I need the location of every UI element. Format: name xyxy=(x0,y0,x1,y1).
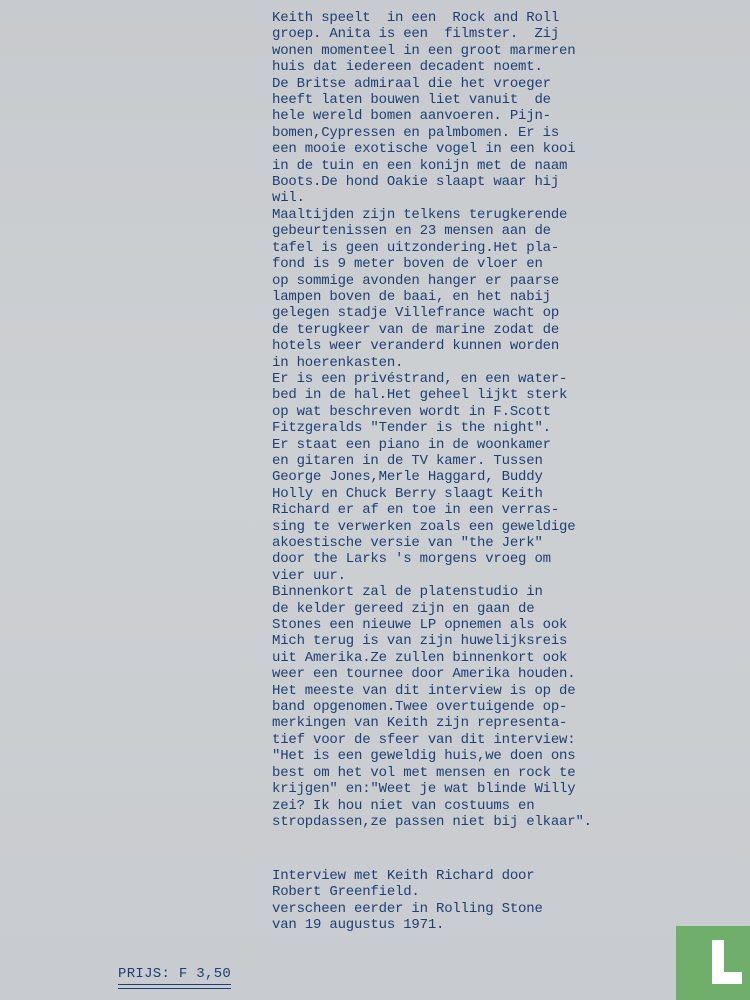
article-line: in de tuin en een konijn met de naam xyxy=(272,157,568,174)
article-line: fond is 9 meter boven de vloer en xyxy=(272,256,543,273)
article-line: tief voor de sfeer van dit interview: xyxy=(272,731,576,748)
article-line: op sommige avonden hanger er paarse xyxy=(272,272,560,289)
article-line: hotels weer veranderd kunnen worden xyxy=(272,338,560,355)
article-line: heeft laten bouwen liet vanuit de xyxy=(272,92,551,109)
article-line: in hoerenkasten. xyxy=(272,354,404,371)
credit-line: van 19 augustus 1971. xyxy=(272,917,445,934)
credit-line: Interview met Keith Richard door xyxy=(272,868,535,884)
article-line: best om het vol met mensen en rock te xyxy=(272,764,576,781)
article-line: akoestische versie van "the Jerk" xyxy=(272,535,543,551)
article-line: hele wereld bomen aanvoeren. Pijn- xyxy=(272,108,551,125)
interview-credit xyxy=(272,868,612,934)
article-line: stropdassen,ze passen niet bij elkaar". xyxy=(272,813,592,830)
article-line: de terugkeer van de marine zodat de xyxy=(272,321,560,338)
article-line: George Jones,Merle Haggard, Buddy xyxy=(272,469,543,486)
article-line: bed in de hal.Het geheel lijkt sterk xyxy=(272,387,568,404)
article-line: Keith speelt in een Rock and Roll xyxy=(272,10,560,26)
logo-letter-foot xyxy=(712,972,742,984)
price-label: PRIJS: F 3,50 xyxy=(118,966,231,985)
article-line: Holly en Chuck Berry slaagt Keith xyxy=(272,485,543,502)
l-logo-icon xyxy=(676,926,750,1000)
article-line: Het meeste van dit interview is op de xyxy=(272,682,576,699)
article-line: de kelder gereed zijn en gaan de xyxy=(272,600,535,617)
article-line: merkingen van Keith zijn representa- xyxy=(272,715,568,732)
article-body xyxy=(272,10,672,830)
article-line: zei? Ik hou niet van costuums en xyxy=(272,797,535,814)
article-line: Fitzgeralds "Tender is the night". xyxy=(272,420,551,437)
article-line: gebeurtenissen en 23 mensen aan de xyxy=(272,223,551,240)
article-line: Richard er af en toe in een verras- xyxy=(272,502,560,519)
credit-line: verscheen eerder in Rolling Stone xyxy=(272,900,543,917)
article-line: door the Larks 's morgens vroeg om xyxy=(272,551,551,568)
article-line: sing te verwerken zoals een geweldige xyxy=(272,518,576,535)
article-line: "Het is een geweldig huis,we doen ons xyxy=(272,748,576,765)
article-line: band opgenomen.Twee overtuigende op- xyxy=(272,699,568,716)
article-line: tafel is geen uitzondering.Het pla- xyxy=(272,239,560,256)
article-line: een mooie exotische vogel in een kooi xyxy=(272,141,576,158)
article-line: Er is een privéstrand, en een water- xyxy=(272,370,568,387)
article-line: Binnenkort zal de platenstudio in xyxy=(272,584,543,601)
article-line: weer een tournee door Amerika houden. xyxy=(272,666,576,683)
article-line: De Britse admiraal die het vroeger xyxy=(272,75,551,92)
article-line: bomen,Cypressen en palmbomen. Er is xyxy=(272,124,560,141)
article-line: vier uur. xyxy=(272,567,346,584)
article-line: Maaltijden zijn telkens terugkerende xyxy=(272,206,568,223)
article-line: Mich terug is van zijn huwelijksreis xyxy=(272,633,568,650)
article-line: op wat beschreven wordt in F.Scott xyxy=(272,403,551,420)
article-line: huis dat iedereen decadent noemt. xyxy=(272,59,543,76)
article-line: uit Amerika.Ze zullen binnenkort ook xyxy=(272,649,568,666)
article-line: lampen boven de baai, en het nabij xyxy=(272,288,551,305)
article-line: wonen momenteel in een groot marmeren xyxy=(272,42,576,59)
article-line: Boots.De hond Oakie slaapt waar hij xyxy=(272,174,560,191)
credit-line: Robert Greenfield. xyxy=(272,884,420,901)
article-line: Er staat een piano in de woonkamer xyxy=(272,436,551,453)
article-line: en gitaren in de TV kamer. Tussen xyxy=(272,452,543,469)
article-line: gelegen stadje Villefrance wacht op xyxy=(272,305,560,322)
article-line: wil. xyxy=(272,190,305,207)
article-line: groep. Anita is een filmster. Zij xyxy=(272,26,560,43)
article-line: Stones een nieuwe LP opnemen als ook xyxy=(272,617,568,634)
article-line: krijgen" en:"Weet je wat blinde Willy xyxy=(272,781,576,798)
